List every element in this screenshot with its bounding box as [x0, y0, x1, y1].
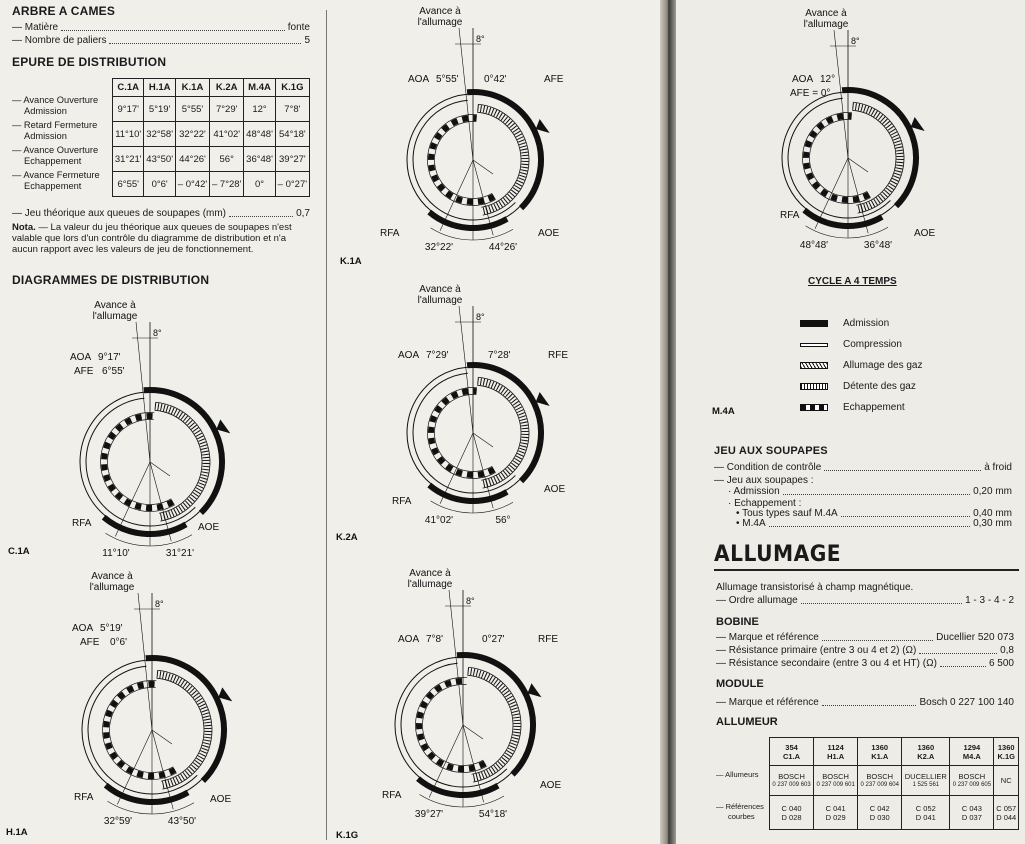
admission-row [728, 486, 1012, 498]
echappement-outer-border [102, 681, 176, 780]
diagram-name: M.4A [712, 406, 735, 417]
afe-label: AFE = 0° [790, 88, 831, 99]
aoa-value: 7°29' [426, 350, 449, 361]
matiere-label: — Matière [12, 22, 59, 33]
advance-value: 8° [476, 34, 485, 44]
aoe-value: 31°21' [165, 548, 195, 559]
courbe-cell [994, 796, 1019, 830]
detente-arc [157, 674, 208, 785]
legend-item [800, 355, 923, 376]
allumeur-cell [858, 766, 902, 796]
aoa-value: 7°8' [426, 634, 444, 645]
rfa-line [117, 730, 152, 804]
paliers-value: 5 [304, 35, 310, 46]
detente-inner-border [467, 675, 513, 774]
courbe-cell [858, 796, 902, 830]
afe-value: 0°42' [484, 74, 507, 85]
epure-title: EPURE DE DISTRIBUTION [12, 55, 167, 69]
epure-header: M.4A [244, 79, 275, 97]
legend-label: Compression [843, 339, 902, 350]
epure-cell: 32°58' [144, 122, 175, 147]
courbe-d: D 030 [869, 812, 890, 822]
header-type: M4.A [962, 751, 981, 761]
allumeur-cell [770, 766, 814, 796]
m4a-label: • M.4A [736, 518, 766, 529]
avance-label: Avance à [805, 8, 847, 19]
header-type: K1.A [871, 751, 889, 761]
row-label: Admission [24, 106, 67, 116]
diagram-name: H.1A [6, 827, 28, 838]
afe-label: RFE [548, 350, 568, 361]
afe-value: 0°27' [482, 634, 505, 645]
echappement-arc [806, 116, 869, 200]
matiere-row [12, 22, 310, 34]
allumage-rule [714, 569, 1019, 571]
aoe-value: 36°48' [863, 240, 893, 251]
legend-title: CYCLE A 4 TEMPS [808, 276, 897, 287]
column-divider [326, 10, 327, 840]
aoe-value: 54°18' [478, 809, 508, 820]
header-type: H1.A [827, 751, 845, 761]
legend-item [800, 376, 923, 397]
rfa-label: RFA [382, 790, 402, 801]
epure-cell: 5°55' [175, 97, 209, 122]
aoe-value: 43°50' [167, 816, 197, 827]
allumage-label: l'allumage [92, 311, 138, 322]
rotation-arrow [528, 683, 542, 697]
allumeurs-row-label: — Allumeurs [716, 770, 759, 779]
ordre-value: 1 - 3 - 4 - 2 [965, 595, 1014, 606]
compression-arc [407, 94, 520, 226]
bobine-ref-row [716, 632, 1014, 644]
allumage-label: l'allumage [803, 19, 849, 30]
aoe-value: 56° [495, 515, 511, 526]
paliers-label: — Nombre de paliers [12, 35, 107, 46]
allumeur-cell [814, 766, 858, 796]
header-code: 1360 [871, 742, 889, 752]
allumeur-cell [994, 766, 1019, 796]
allumeur-header [814, 738, 858, 766]
aoa-label: AOA [398, 634, 420, 645]
header-code: 354 [785, 742, 798, 752]
compression-arc [395, 657, 511, 793]
admission-value: 0,20 mm [973, 486, 1012, 497]
rfa-label: RFA [780, 210, 800, 221]
res-secondaire-value: 6 500 [988, 658, 1014, 669]
rotation-arrow [536, 392, 550, 406]
courbe-c: C 043 [961, 803, 982, 813]
aoa-value: 9°17' [98, 352, 121, 363]
allumage-title: ALLUMAGE [714, 542, 842, 567]
legend-item [800, 313, 923, 334]
jeu-theorique-value: 0,7 [296, 208, 310, 219]
epure-cell: 44°26' [175, 147, 209, 172]
epure-header: H.1A [144, 79, 175, 97]
module-ref-label: — Marque et référence [716, 697, 819, 708]
courbe-c: C 052 [915, 803, 936, 813]
legend-label: Allumage des gaz [843, 360, 923, 371]
echappement-arc [431, 118, 494, 202]
epure-header: K.1G [275, 79, 309, 97]
courbe-cell [902, 796, 950, 830]
aoe-label: AOE [914, 228, 936, 239]
res-primaire-row [716, 645, 1014, 657]
book-gutter [660, 0, 676, 844]
cell-brand: BOSCH [778, 771, 805, 781]
allumeur-cell [950, 766, 994, 796]
echappement-outer-border [803, 113, 871, 204]
echappement-inner-border [108, 420, 172, 505]
epure-header: C.1A [113, 79, 144, 97]
paliers-row [12, 35, 310, 47]
condition-label: — Condition de contrôle [714, 462, 822, 473]
aoe-value: 44°26' [488, 242, 518, 253]
bobine-title: BOBINE [716, 616, 759, 628]
ordre-row [716, 595, 1014, 607]
matiere-value: fonte [287, 22, 310, 33]
afe-label: RFE [538, 634, 558, 645]
m4a-value: 0,30 mm [973, 518, 1012, 529]
arbre-title: ARBRE A CAMES [12, 4, 116, 18]
condition-row [714, 462, 1012, 474]
echappement-inner-border [110, 688, 174, 773]
legend-item [800, 334, 923, 355]
rotation-arrow [216, 419, 230, 433]
advance-value: 8° [153, 328, 162, 338]
cell-ref: 0 237 009 601 [816, 781, 855, 788]
aoa-value: 5°55' [436, 74, 459, 85]
echappement-outer-border [428, 115, 496, 206]
afe-label: AFE [80, 637, 100, 648]
echappement-outer-border [416, 678, 487, 773]
allumage-swatch [800, 362, 828, 369]
advance-line [834, 30, 848, 158]
echappement-arc [431, 391, 494, 475]
epure-cell: 12° [244, 97, 275, 122]
bobine-ref-label: — Marque et référence [716, 632, 819, 643]
row-label: — Avance Ouverture [12, 145, 99, 155]
allumeur-header [950, 738, 994, 766]
courbe-d: D 029 [825, 812, 846, 822]
rfa-value: 41°02' [424, 515, 454, 526]
cell-brand: BOSCH [822, 771, 849, 781]
epure-cell: 9°17' [113, 97, 144, 122]
rfa-label: RFA [72, 518, 92, 529]
diagram-name: K.1A [340, 256, 362, 267]
epure-cell: – 0°27' [275, 172, 309, 197]
courbe-d: D 044 [996, 812, 1017, 822]
compression-swatch [800, 343, 828, 347]
cell-ref: 0 237 009 603 [772, 781, 811, 788]
cell-ref: 0 237 009 604 [860, 781, 899, 788]
aoa-label: AOA [408, 74, 430, 85]
rfa-value: 32°59' [103, 816, 133, 827]
epure-cell: 39°27' [275, 147, 309, 172]
epure-row-labels [12, 95, 112, 195]
aoa-label: AOA [398, 350, 420, 361]
allumage-label: l'allumage [417, 295, 463, 306]
aoe-label: AOE [544, 484, 566, 495]
legend-item [800, 397, 923, 418]
courbes-label-2: courbes [728, 812, 755, 821]
advance-value: 8° [466, 596, 475, 606]
tous-types-label: • Tous types sauf M.4A [736, 508, 838, 519]
detente-arc [155, 406, 206, 517]
condition-value: à froid [984, 462, 1012, 473]
courbe-cell [950, 796, 994, 830]
epure-cell: 54°18' [275, 122, 309, 147]
epure-cell: 5°19' [144, 97, 175, 122]
diagram-h1a [0, 565, 320, 844]
cell-ref: 0 237 009 605 [952, 781, 992, 788]
res-primaire-value: 0,8 [1000, 645, 1014, 656]
allumage-label: l'allumage [417, 17, 463, 28]
epure-cell: 11°10' [113, 122, 144, 147]
res-primaire-label: — Résistance primaire (entre 3 ou 4 et 2) (Ω) [716, 645, 917, 656]
courbes-row-label [716, 802, 764, 822]
cell-brand: NC [1000, 776, 1012, 785]
detente-arc [478, 108, 525, 211]
aoa-label: AOA [70, 352, 92, 363]
jeu-theorique-row [12, 208, 310, 220]
header-type: K.1G [997, 751, 1015, 761]
row-label: — Avance Ouverture [12, 95, 99, 105]
tous-types-value: 0,40 mm [973, 508, 1012, 519]
m4a-row [736, 518, 1012, 530]
epure-cell: 48°48' [244, 122, 275, 147]
aoe-label: AOE [198, 522, 220, 533]
avance-label: Avance à [409, 568, 451, 579]
rfa-label: RFA [74, 792, 94, 803]
afe-label: AFE [74, 366, 94, 377]
epure-cell: – 7°28' [210, 172, 244, 197]
allumeur-header [858, 738, 902, 766]
module-title: MODULE [716, 678, 764, 690]
detente-arc [478, 381, 525, 484]
cell-brand: BOSCH [958, 771, 986, 781]
courbe-c: C 040 [781, 803, 802, 813]
bobine-ref-value: Ducellier 520 073 [936, 632, 1014, 643]
diagram-k1g [330, 560, 650, 844]
epure-cell: 7°29' [210, 97, 244, 122]
afe-value: 0°6' [110, 637, 128, 648]
aoe-label: AOE [210, 794, 232, 805]
avance-label: Avance à [419, 6, 461, 17]
courbe-c: C 041 [825, 803, 846, 813]
echappement-arc [106, 684, 175, 776]
courbe-d: D 028 [781, 812, 802, 822]
courbe-c: C 042 [869, 803, 890, 813]
afe-value: 6°55' [102, 366, 125, 377]
epure-cell: 6°55' [113, 172, 144, 197]
allumeur-table [769, 737, 1019, 830]
rfa-value: 32°22' [424, 242, 454, 253]
avance-label: Avance à [94, 300, 136, 311]
epure-cell: 41°02' [210, 122, 244, 147]
header-type: C1.A [783, 751, 801, 761]
jeu-theorique-label: — Jeu théorique aux queues de soupapes (mm) [12, 208, 227, 219]
rfa-value: 11°10' [102, 548, 130, 559]
afe-label: AFE [544, 74, 564, 85]
epure-cell: 0° [244, 172, 275, 197]
aoe-label: AOE [538, 228, 560, 239]
nota-head: Nota. [12, 222, 36, 233]
advance-value: 8° [476, 312, 485, 322]
echappement-swatch [800, 404, 828, 411]
nota-text: — La valeur du jeu théorique aux queues de soupapes n'est valable que lors d'un contrôle du diagramme de distribution et n'a aucun rapport avec les valeurs de jeu de fonctionnement. [12, 222, 292, 255]
allumage-label: l'allumage [407, 579, 453, 590]
allumeur-cell [902, 766, 950, 796]
legend [800, 313, 923, 418]
aoa-label: AOA [72, 623, 94, 634]
courbe-cell [814, 796, 858, 830]
afe-value: 7°28' [488, 350, 511, 361]
advance-line [459, 306, 473, 433]
advance-value: 8° [155, 599, 164, 609]
advance-value: 8° [851, 36, 860, 46]
rfa-label: RFA [392, 496, 412, 507]
epure-header: K.2A [210, 79, 244, 97]
avance-label: Avance à [91, 571, 133, 582]
row-label: Admission [24, 131, 67, 141]
courbe-d: D 037 [961, 812, 982, 822]
detente-arc [468, 671, 517, 778]
aoe-label: AOE [540, 780, 562, 791]
aoa-value: 12° [820, 74, 836, 85]
row-label: — Avance Fermeture [12, 170, 100, 180]
avance-label: Avance à [419, 284, 461, 295]
header-type: K2.A [917, 751, 935, 761]
diagram-c1a [0, 292, 320, 562]
row-label: Echappement [24, 156, 82, 166]
diagram-k1a [330, 0, 650, 270]
aoa-label: AOA [792, 74, 814, 85]
module-ref-value: Bosch 0 227 100 140 [919, 697, 1014, 708]
rotation-arrow [218, 687, 232, 701]
allumeur-title: ALLUMEUR [716, 716, 778, 728]
res-secondaire-row [716, 658, 1014, 670]
header-code: 1360 [917, 742, 935, 752]
echappement-outer-border [428, 388, 496, 479]
allumage-desc: Allumage transistorisé à champ magnétique. [716, 582, 914, 593]
epure-cell: 31°21' [113, 147, 144, 172]
courbe-d: D 041 [915, 812, 936, 822]
row-label: — Retard Fermeture [12, 120, 98, 130]
legend-label: Détente des gaz [843, 381, 916, 392]
ordre-label: — Ordre allumage [716, 595, 798, 606]
jeu-soupapes-title: JEU AUX SOUPAPES [714, 445, 828, 457]
rfa-value: 39°27' [414, 809, 444, 820]
cell-ref: 1 525 561 [912, 781, 940, 788]
diagram-name: K.1G [336, 830, 359, 841]
detente-arc [853, 106, 900, 209]
jeu-soupapes-label: — Jeu aux soupapes : [714, 475, 814, 486]
epure-table [112, 78, 310, 197]
courbe-c: C 057 [996, 803, 1017, 813]
module-ref-row [716, 697, 1014, 709]
header-code: 1294 [963, 742, 981, 752]
rfa-label: RFA [380, 228, 400, 239]
epure-cell: 7°8' [275, 97, 309, 122]
rotation-arrow [911, 117, 925, 131]
courbe-cell [770, 796, 814, 830]
allumeur-header [902, 738, 950, 766]
echappement-label: · Echappement : [728, 498, 802, 509]
epure-header: K.1A [175, 79, 209, 97]
epure-cell: – 0°42' [175, 172, 209, 197]
allumeur-header [994, 738, 1019, 766]
cell-brand: BOSCH [866, 771, 894, 781]
echappement-outer-border [101, 413, 175, 512]
admission-label: · Admission [728, 486, 780, 497]
epure-cell: 43°50' [144, 147, 175, 172]
cell-brand: DUCELLIER [904, 771, 947, 781]
header-code: 1124 [827, 742, 844, 752]
echappement-arc [419, 681, 485, 769]
allumage-label: l'allumage [89, 582, 135, 593]
nota-block [12, 222, 310, 255]
diagram-name: C.1A [8, 546, 30, 557]
row-label: Echappement [24, 181, 82, 191]
rfa-line [115, 462, 150, 536]
courbes-label-1: — Références [716, 802, 764, 811]
legend-label: Echappement [843, 402, 905, 413]
compression-arc [782, 92, 895, 224]
epure-cell: 0°6' [144, 172, 175, 197]
rfa-value: 48°48' [799, 240, 829, 251]
diagram-name: K.2A [336, 532, 358, 543]
diagram-k2a [330, 278, 650, 548]
admission-swatch [800, 320, 828, 327]
detente-swatch [800, 383, 828, 390]
epure-cell: 32°22' [175, 122, 209, 147]
header-code: 1360 [997, 742, 1015, 752]
epure-cell: 36°48' [244, 147, 275, 172]
legend-label: Admission [843, 318, 890, 329]
diagrammes-title: DIAGRAMMES DE DISTRIBUTION [12, 273, 210, 287]
allumeur-header [770, 738, 814, 766]
rotation-arrow [536, 119, 550, 133]
epure-cell: 56° [210, 147, 244, 172]
aoa-value: 5°19' [100, 623, 123, 634]
res-secondaire-label: — Résistance secondaire (entre 3 ou 4 et HT) (Ω) [716, 658, 937, 669]
echappement-arc [104, 416, 173, 508]
compression-arc [407, 367, 520, 499]
